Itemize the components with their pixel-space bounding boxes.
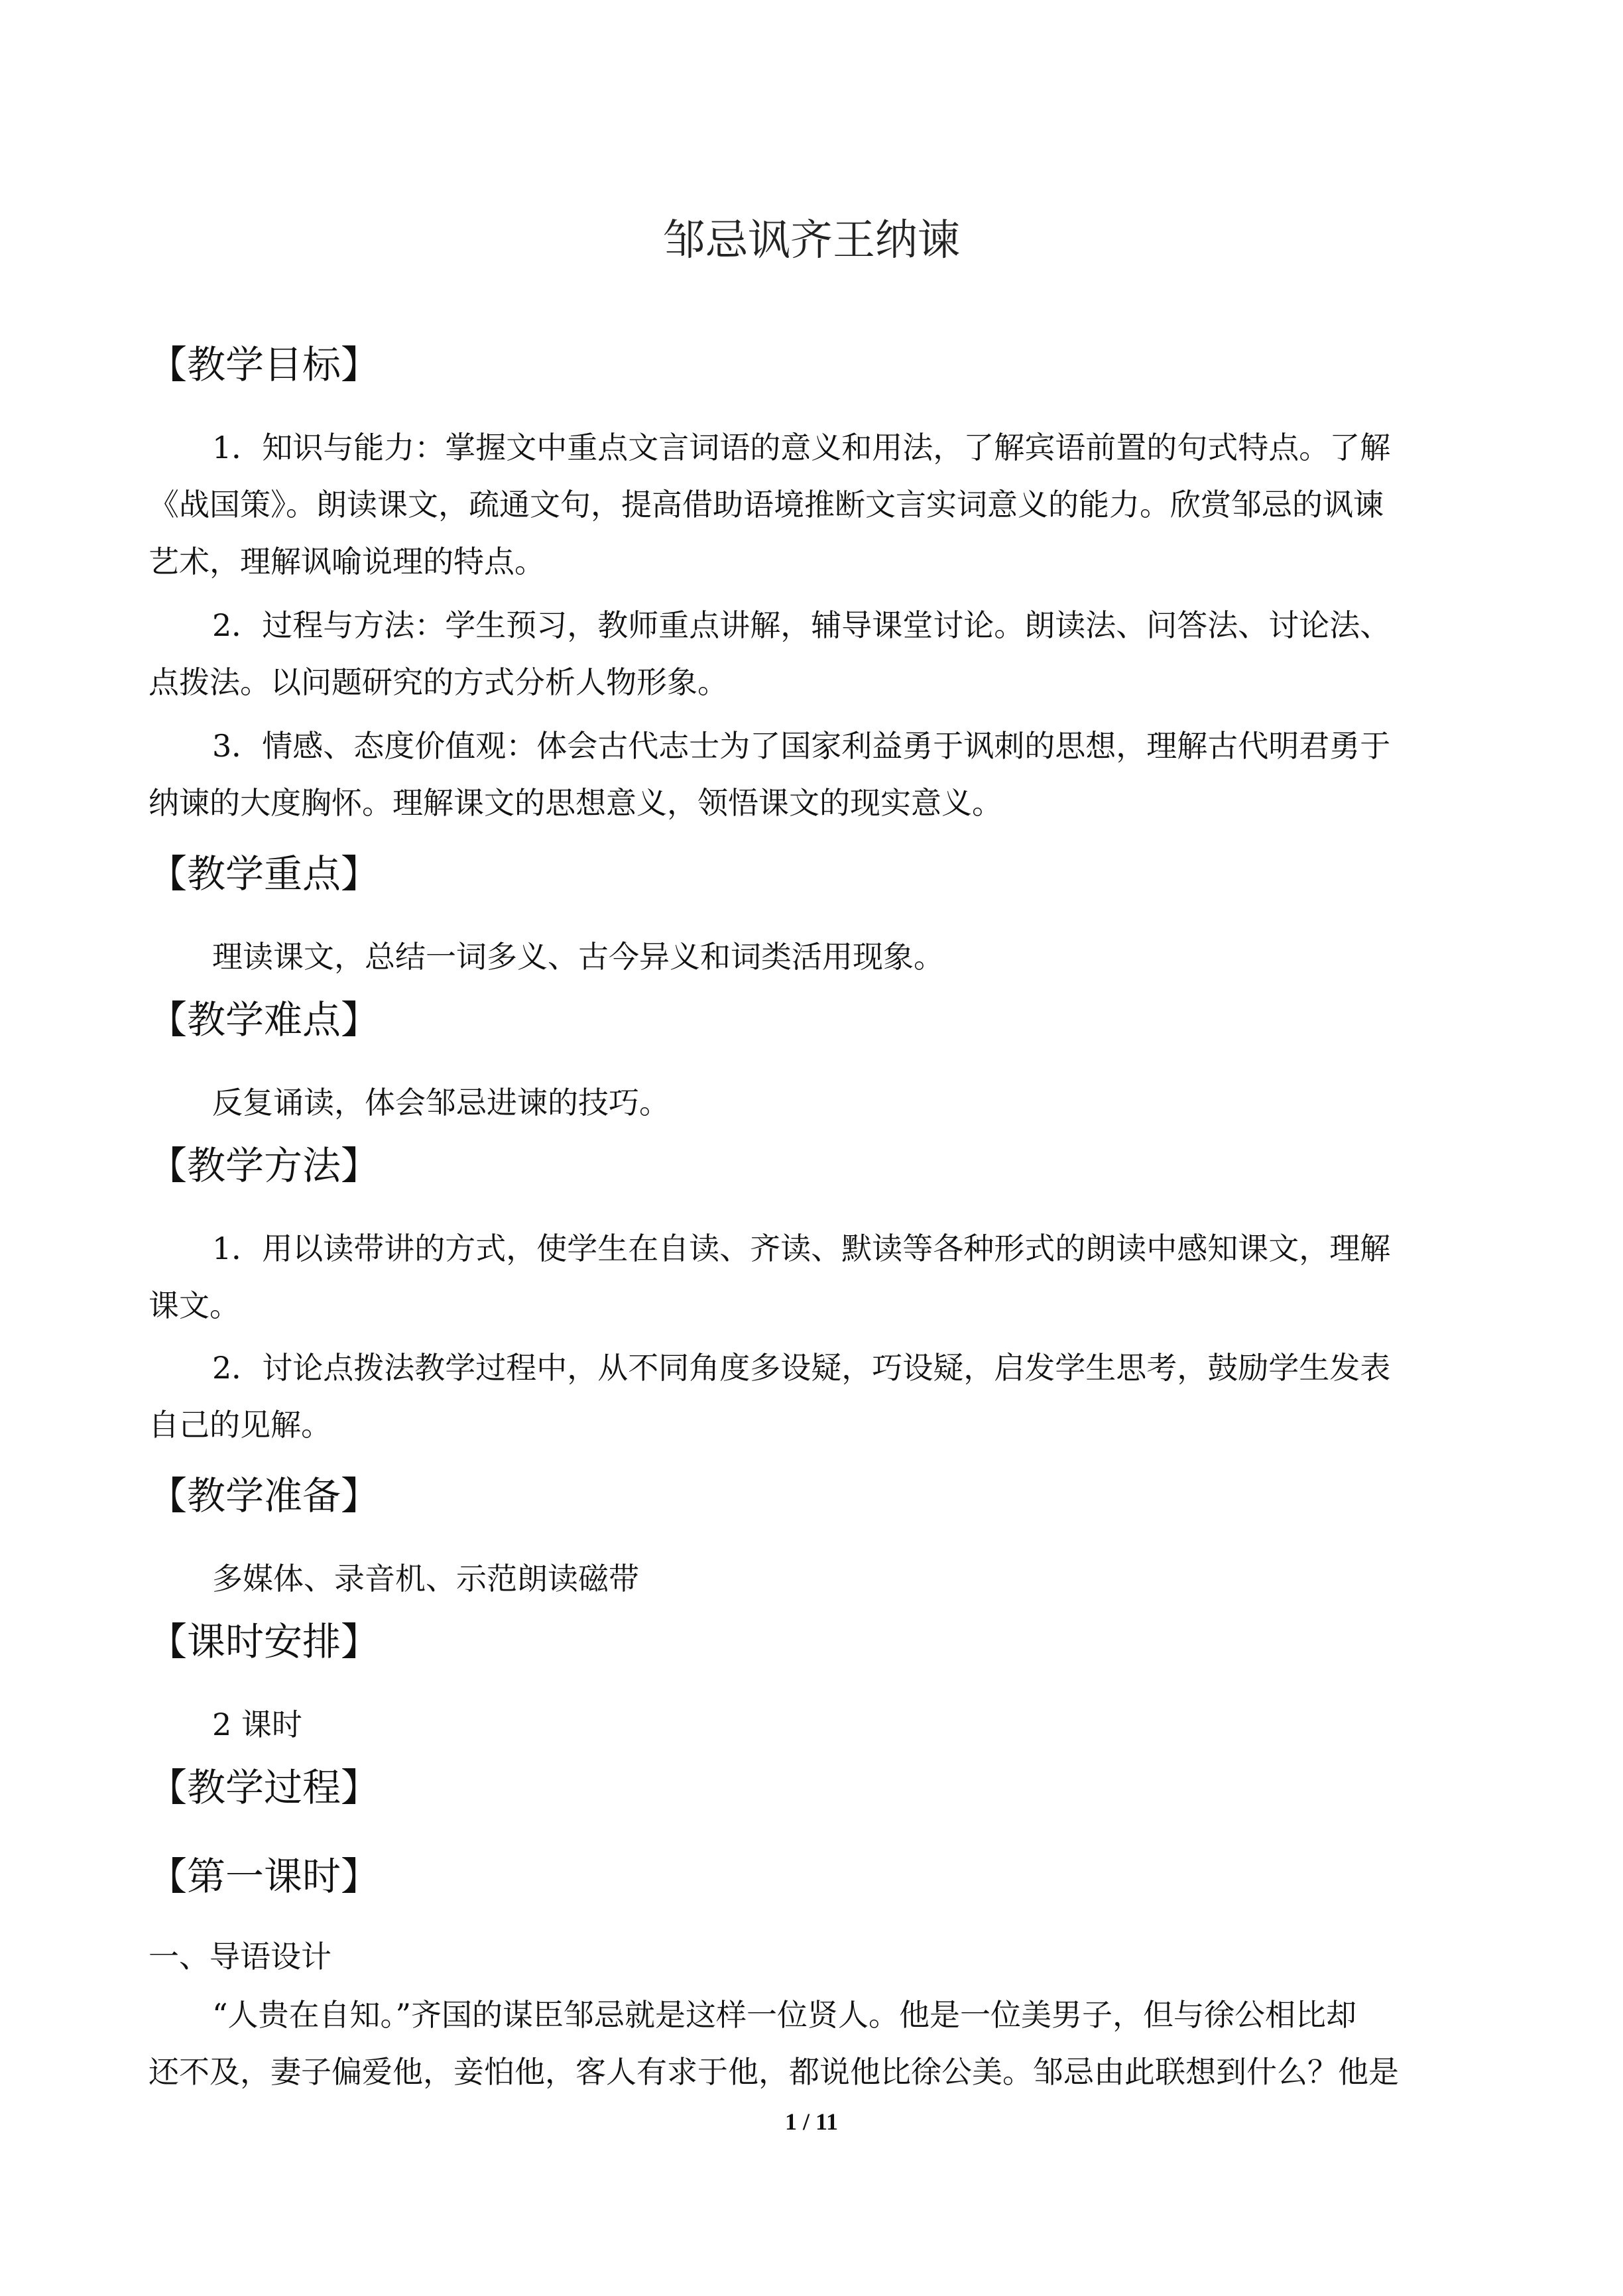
- heading-process: 【教学过程】: [149, 1765, 380, 1810]
- page-number: 1 / 11: [784, 2108, 838, 2135]
- intro-line-2: 还不及，妻子偏爱他，妾怕他，客人有求于他，都说他比徐公美。邹忌由此联想到什么？他是: [149, 2054, 1399, 2090]
- objective-3-line-1: 3．情感、态度价值观：体会古代志士为了国家利益勇于讽刺的思想，理解古代明君勇于: [212, 728, 1391, 764]
- key-points-text: [149, 928, 1481, 985]
- schedule-text: [149, 1696, 1481, 1753]
- intro-heading: [149, 1928, 1481, 1985]
- difficulties-text: [149, 1074, 1481, 1131]
- difficulties-line: 反复诵读，体会邹忌进谏的技巧。: [212, 1085, 670, 1120]
- objective-1-line-3: 艺术，理解讽喻说理的特点。: [149, 544, 545, 579]
- intro-heading-line: 一、导语设计: [149, 1939, 331, 1974]
- document-title: 邹忌讽齐王纳谏: [663, 216, 960, 265]
- intro-line-1: “人贵在自知。”齐国的谋臣邹忌就是这样一位贤人。他是一位美男子，但与徐公相比却: [212, 1997, 1357, 2033]
- method-1-line-2: 课文。: [149, 1288, 240, 1323]
- preparation-line: 多媒体、录音机、示范朗读磁带: [212, 1561, 639, 1597]
- key-points-line: 理读课文，总结一词多义、古今异义和词类活用现象。: [212, 939, 944, 975]
- objective-3-line-2: 纳谏的大度胸怀。理解课文的思想意义，领悟课文的现实意义。: [149, 785, 1002, 821]
- heading-preparation: 【教学准备】: [149, 1473, 380, 1518]
- method-1: [149, 1220, 1481, 1334]
- objective-1-line-2: 《战国策》。朗读课文，疏通文句，提高借助语境推断文言实词意义的能力。欣赏邹忌的讽谏: [149, 487, 1384, 522]
- schedule-line: 2 课时: [212, 1707, 302, 1742]
- preparation-text: [149, 1550, 1481, 1607]
- method-2-line-1: 2．讨论点拨法教学过程中，从不同角度多设疑，巧设疑，启发学生思考，鼓励学生发表: [212, 1350, 1391, 1386]
- objective-2-line-2: 点拨法。以问题研究的方式分析人物形象。: [149, 664, 728, 700]
- objective-2-line-1: 2．过程与方法：学生预习，教师重点讲解，辅导课堂讨论。朗读法、问答法、讨论法、: [212, 607, 1391, 643]
- heading-difficulties: 【教学难点】: [149, 997, 380, 1042]
- heading-methods: 【教学方法】: [149, 1143, 380, 1188]
- method-2-line-2: 自己的见解。: [149, 1407, 331, 1443]
- heading-first-lesson: 【第一课时】: [149, 1854, 380, 1899]
- heading-schedule: 【课时安排】: [149, 1619, 380, 1664]
- objective-1-line-1: 1．知识与能力：掌握文中重点文言词语的意义和用法，了解宾语前置的句式特点。了解: [212, 430, 1391, 465]
- method-2: [149, 1339, 1481, 1453]
- method-1-line-1: 1．用以读带讲的方式，使学生在自读、齐读、默读等各种形式的朗读中感知课文，理解: [212, 1231, 1391, 1266]
- heading-objectives: 【教学目标】: [149, 342, 380, 387]
- heading-key-points: 【教学重点】: [149, 851, 380, 896]
- objective-2: [149, 597, 1481, 711]
- objective-3: [149, 717, 1481, 831]
- objective-1: [149, 419, 1481, 590]
- intro-paragraph: [149, 1986, 1481, 2100]
